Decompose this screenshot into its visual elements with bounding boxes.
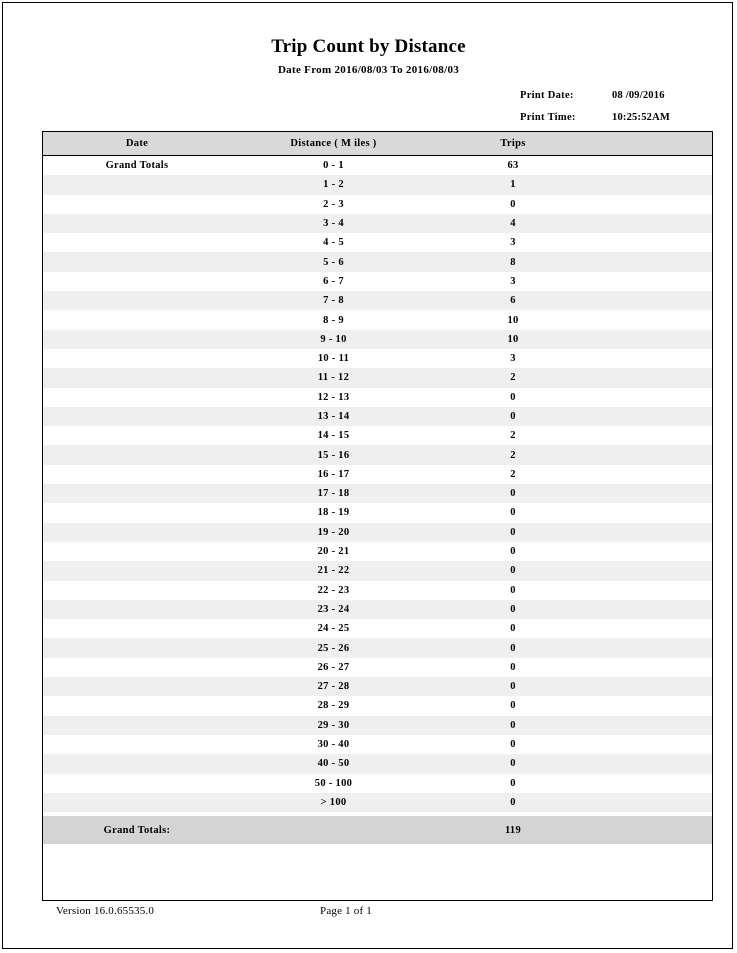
cell-date: Grand Totals [105,160,169,172]
table-row [43,561,712,580]
cell-trips: 2 [510,468,516,480]
cell-trips: 0 [510,623,516,635]
grand-totals-row [43,816,712,844]
table-row [43,426,712,445]
date-range-subtitle: Date From 2016/08/03 To 2016/08/03 [277,64,460,76]
table-row [43,233,712,252]
table-row [43,252,712,271]
print-time-label: Print Time: [520,112,576,123]
cell-distance: 30 - 40 [317,739,350,751]
table-row [43,465,712,484]
table-bottom-space [43,844,712,900]
cell-distance: > 100 [320,796,347,808]
table-body [43,156,712,812]
cell-trips: 0 [510,758,516,770]
cell-trips: 3 [510,275,516,287]
page-title: Trip Count by Distance [271,36,466,57]
cell-trips: 0 [510,719,516,731]
cell-trips: 3 [510,237,516,249]
table-row [43,542,712,561]
cell-trips: 2 [510,449,516,461]
cell-distance: 11 - 12 [317,372,350,384]
table-row [43,388,712,407]
table-row [43,195,712,214]
cell-distance: 10 - 11 [317,353,350,365]
table-row [43,368,712,387]
cell-distance: 12 - 13 [317,391,350,403]
cell-distance: 25 - 26 [317,642,350,654]
cell-distance: 17 - 18 [317,488,350,500]
cell-distance: 3 - 4 [323,218,344,230]
cell-distance: 5 - 6 [323,256,344,268]
table-row [43,349,712,368]
column-header-trips: Trips [500,138,526,149]
table-row [43,156,712,175]
cell-trips: 0 [510,198,516,210]
table-row [43,330,712,349]
cell-trips: 0 [510,739,516,751]
print-info-block [520,90,715,134]
cell-distance: 6 - 7 [323,275,344,287]
cell-distance: 23 - 24 [317,603,350,615]
table-row [43,600,712,619]
footer-page-number: Page 1 of 1 [320,905,372,917]
table-row [43,774,712,793]
cell-distance: 13 - 14 [317,411,350,422]
table-row [43,658,712,677]
column-header-distance: Distance ( M iles ) [290,138,377,149]
cell-distance: 8 - 9 [323,314,344,326]
cell-trips: 0 [510,507,516,519]
cell-trips: 2 [510,430,516,442]
table-row [43,696,712,715]
table-row [43,716,712,735]
cell-distance: 21 - 22 [317,565,350,577]
print-date-row [520,90,715,112]
print-date-label: Print Date: [520,90,574,101]
cell-trips: 0 [510,700,516,712]
cell-distance: 22 - 23 [317,584,350,596]
cell-distance: 40 - 50 [317,758,350,770]
page-footer [0,905,737,925]
table-row [43,310,712,329]
cell-distance: 18 - 19 [317,507,350,519]
cell-distance: 2 - 3 [323,198,344,210]
table-row [43,677,712,696]
cell-distance: 1 - 2 [323,179,344,191]
cell-trips: 0 [510,681,516,693]
cell-distance: 24 - 25 [317,623,350,635]
cell-distance: 20 - 21 [317,546,350,558]
cell-trips: 63 [507,160,519,172]
cell-distance: 9 - 10 [320,333,347,345]
table-row [43,445,712,464]
cell-distance: 0 - 1 [323,160,344,172]
grand-totals-value: 119 [504,824,522,836]
cell-distance: 29 - 30 [317,719,350,731]
cell-trips: 6 [510,295,516,307]
table-row [43,735,712,754]
cell-trips: 0 [510,391,516,403]
table-row [43,484,712,503]
cell-trips: 4 [510,218,516,230]
cell-distance: 4 - 5 [323,237,344,249]
cell-trips: 2 [510,372,516,384]
cell-distance: 19 - 20 [317,526,350,538]
cell-trips: 0 [510,565,516,577]
print-date-value: 08 /09/2016 [612,90,665,101]
table-row [43,793,712,812]
cell-trips: 1 [510,179,516,191]
print-time-value: 10:25:52AM [612,112,670,123]
cell-distance: 50 - 100 [314,777,353,789]
cell-trips: 0 [510,603,516,615]
table-row [43,291,712,310]
cell-trips: 0 [510,526,516,538]
footer-version: Version 16.0.65535.0 [56,905,155,917]
cell-distance: 16 - 17 [317,468,350,480]
cell-trips: 0 [510,488,516,500]
table-row [43,523,712,542]
table-row [43,754,712,773]
cell-trips: 10 [507,314,519,326]
table-row [43,272,712,291]
cell-distance: 14 - 15 [317,430,350,442]
table-row [43,407,712,426]
trip-count-table [42,131,713,901]
table-row [43,581,712,600]
cell-trips: 0 [510,642,516,654]
table-row [43,214,712,233]
cell-trips: 0 [510,796,516,808]
cell-trips: 0 [510,777,516,789]
cell-trips: 0 [510,661,516,673]
cell-trips: 0 [510,411,516,422]
column-header-date: Date [125,138,149,149]
cell-distance: 15 - 16 [317,449,350,461]
cell-trips: 0 [510,546,516,558]
table-row [43,503,712,522]
cell-trips: 8 [510,256,516,268]
cell-trips: 10 [507,333,519,345]
table-row [43,619,712,638]
table-row [43,175,712,194]
cell-trips: 0 [510,584,516,596]
grand-totals-label: Grand Totals: [103,824,171,836]
cell-distance: 7 - 8 [323,295,344,307]
cell-distance: 27 - 28 [317,681,350,693]
cell-trips: 3 [510,353,516,365]
table-header-row [43,132,712,156]
cell-distance: 26 - 27 [317,661,350,673]
cell-distance: 28 - 29 [317,700,350,712]
table-row [43,638,712,657]
